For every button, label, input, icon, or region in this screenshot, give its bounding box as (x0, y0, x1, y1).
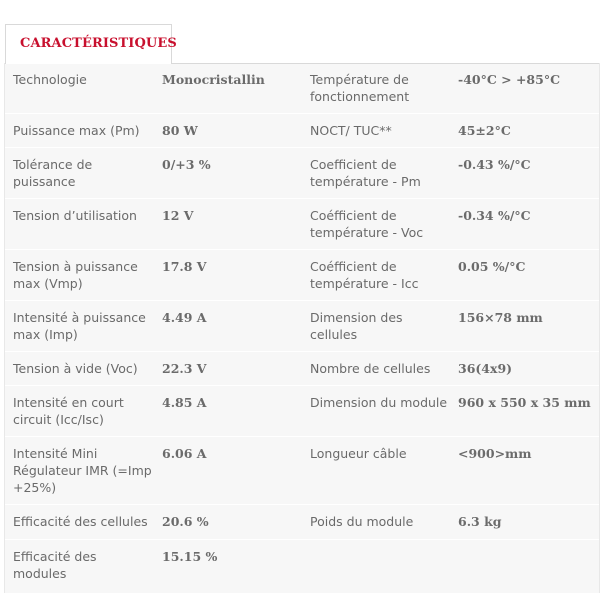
spec-label: Coéfficient de température - Voc (310, 208, 424, 240)
spec-label: Tension à puissance max (Vmp) (13, 259, 138, 291)
tab-label: CARACTÉRISTIQUES (20, 36, 177, 51)
spec-value: 6.3 kg (458, 514, 502, 529)
specifications-table (4, 63, 600, 593)
spec-value: 22.3 V (162, 361, 207, 376)
spec-value: 80 W (162, 123, 198, 138)
spec-label: Coéfficient de température - Icc (310, 259, 419, 291)
spec-label: Tension à vide (Voc) (13, 361, 138, 376)
spec-value: -0.43 %/°C (458, 157, 531, 172)
spec-label: Tension d’utilisation (13, 208, 137, 223)
spec-label: Température de fonctionnement (310, 72, 410, 104)
spec-label: Coefficient de température - Pm (310, 157, 421, 189)
spec-label: Efficacité des modules (13, 549, 97, 581)
spec-value: 156×78 mm (458, 310, 543, 325)
spec-value: -40°C > +85°C (458, 72, 561, 87)
table-row (5, 437, 599, 505)
tab-caracteristiques[interactable] (5, 24, 177, 64)
spec-label: Intensité Mini Régulateur IMR (=Imp +25%) (13, 446, 152, 495)
table-row (5, 352, 599, 386)
spec-value: 4.85 A (162, 395, 207, 410)
table-row (5, 148, 599, 199)
spec-value: 12 V (162, 208, 194, 223)
table-row (5, 540, 599, 593)
spec-value: 45±2°C (458, 123, 511, 138)
spec-value: 36(4x9) (458, 361, 513, 376)
spec-value: 17.8 V (162, 259, 207, 274)
spec-label: Dimension du module (310, 395, 448, 410)
spec-value: 6.06 A (162, 446, 207, 461)
spec-label: Efficacité des cellules (13, 514, 148, 529)
spec-value: 960 x 550 x 35 mm (458, 395, 591, 410)
spec-value: 15.15 % (162, 549, 218, 564)
spec-label: Technologie (13, 72, 87, 87)
table-row (5, 250, 599, 301)
spec-value: 20.6 % (162, 514, 209, 529)
spec-label: Puissance max (Pm) (13, 123, 140, 138)
spec-value: <900>mm (458, 446, 532, 461)
spec-value: 0.05 %/°C (458, 259, 526, 274)
spec-label: Intensité en court circuit (Icc/Isc) (13, 395, 124, 427)
spec-label: Nombre de cellules (310, 361, 431, 376)
spec-value: 0/+3 % (162, 157, 211, 172)
table-row (5, 386, 599, 437)
spec-label: Tolérance de puissance (13, 157, 93, 189)
spec-label: Dimension des cellules (310, 310, 403, 342)
tab-bar (5, 24, 599, 64)
spec-label: NOCT/ TUC** (310, 123, 392, 138)
table-row (5, 301, 599, 352)
spec-value: Monocristallin (162, 72, 265, 87)
table-row (5, 199, 599, 250)
spec-value: -0.34 %/°C (458, 208, 531, 223)
spec-label: Poids du module (310, 514, 414, 529)
spec-label: Intensité à puissance max (Imp) (13, 310, 146, 342)
spec-label: Longueur câble (310, 446, 407, 461)
spec-value: 4.49 A (162, 310, 207, 325)
table-row (5, 114, 599, 148)
table-row (5, 63, 599, 114)
table-row (5, 505, 599, 540)
